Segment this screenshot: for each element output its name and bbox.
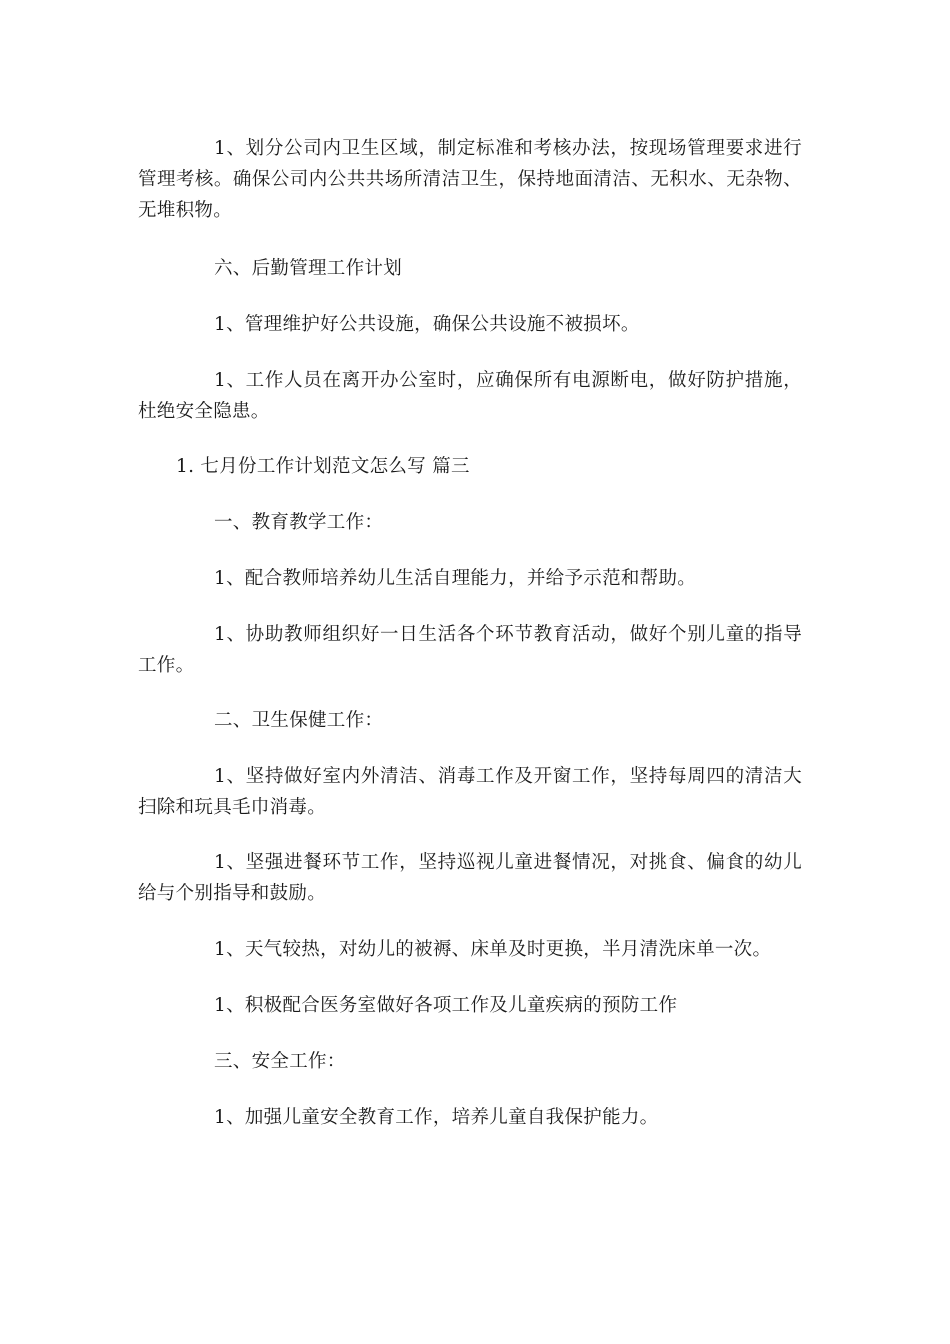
paragraph-safety-education: 1、加强儿童安全教育工作，培养儿童自我保护能力。: [214, 1107, 659, 1128]
paragraph-self-care: 1、配合教师培养幼儿生活自理能力，并给予示范和帮助。: [214, 568, 697, 589]
paragraph-power-safety: 1、工作人员在离开办公室时，应确保所有电源断电，做好防护措施，杜绝安全隐患。: [138, 370, 802, 422]
paragraph-public-facilities: 1、管理维护好公共设施，确保公共设施不被损坏。: [214, 314, 640, 335]
paragraph-hygiene-zones: 1、划分公司内卫生区域，制定标准和考核办法，按现场管理要求进行管理考核。确保公司内公共共场所清洁卫生，保持地面清洁、无积水、无杂物、无堆积物。: [138, 138, 802, 221]
heading-safety-work: 三、安全工作：: [214, 1051, 346, 1072]
paragraph-daily-activities: 1、协助教师组织好一日生活各个环节教育活动，做好个别儿童的指导工作。: [138, 624, 802, 676]
heading-health-care: 二、卫生保健工作：: [214, 710, 384, 731]
paragraph-meals: 1、坚强进餐环节工作，坚持巡视儿童进餐情况，对挑食、偏食的幼儿给与个别指导和鼓励。: [138, 852, 802, 904]
paragraph-disease-prevention: 1、积极配合医务室做好各项工作及儿童疾病的预防工作: [214, 995, 678, 1016]
heading-logistics-plan: 六、后勤管理工作计划: [214, 258, 403, 279]
heading-article-three: 1. 七月份工作计划范文怎么写 篇三: [176, 456, 470, 477]
heading-education-work: 一、教育教学工作：: [214, 512, 384, 533]
paragraph-bedding: 1、天气较热，对幼儿的被褥、床单及时更换，半月清洗床单一次。: [214, 939, 772, 960]
paragraph-cleaning: 1、坚持做好室内外清洁、消毒工作及开窗工作，坚持每周四的清洁大扫除和玩具毛巾消毒。: [138, 766, 802, 818]
